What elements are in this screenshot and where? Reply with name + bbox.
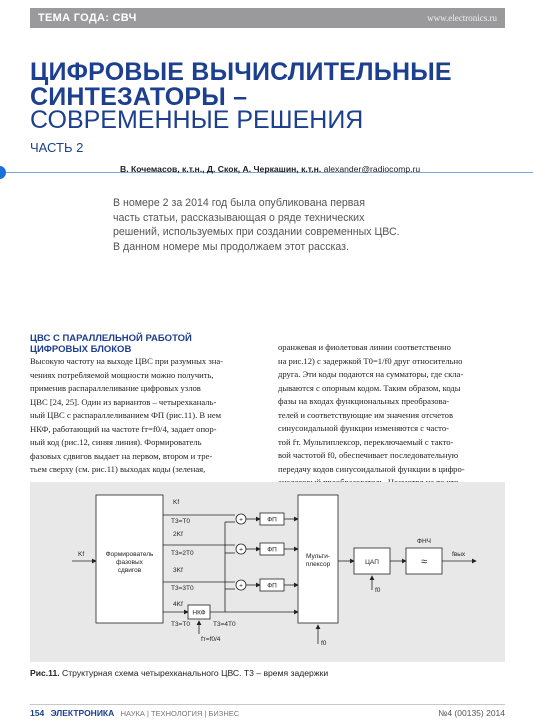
body-line: синусоидальной функции изменяются с часто- [278, 423, 449, 433]
abstract-line: часть статьи, рассказывающая о ряде технических [113, 211, 365, 224]
adder-3 [236, 580, 246, 590]
fp-block-3 [260, 579, 284, 591]
adder-sign: + [239, 516, 243, 524]
body-line: Высокую частоту на выходе ЦВС при разумных зна- [30, 356, 224, 366]
abstract-line: решений, используемых при создании современных ЦВС. [113, 226, 400, 238]
section-heading-line: ЦИФРОВЫХ БЛОКОВ [30, 344, 132, 355]
ch-delay: T3=2T0 [171, 550, 194, 557]
adder-1 [236, 514, 246, 524]
header-theme: ТЕМА ГОДА: СВЧ [38, 12, 137, 24]
adder-sign: + [239, 582, 243, 590]
body-line: ный ЦВС с распараллеливанием ФП (рис.11). В нем [30, 410, 222, 420]
authors-email[interactable]: alexander@radiocomp.ru [323, 164, 421, 174]
figure-caption [30, 668, 328, 678]
body-line: той fт. Мультиплексор, переключаемый с такто- [278, 436, 454, 447]
ch-label: 2Kf [173, 531, 183, 538]
fp-label: ФП [267, 582, 277, 590]
ft-clock-label: fт=f0/4 [201, 636, 221, 643]
output-label: fвых [452, 551, 466, 558]
body-line: применив распараллеливание цифровых узлов [30, 383, 201, 393]
body-column-left [30, 355, 264, 477]
abstract-line: В номере 2 за 2014 год была опубликована первая [113, 197, 365, 209]
body-line: оранжевая и фиолетовая линии соответственно [278, 342, 451, 352]
lpf-symbol-icon: ≈ [420, 556, 428, 568]
article-title-line1: ЦИФРОВЫЕ ВЫЧИСЛИТЕЛЬНЫЕ [30, 58, 452, 86]
mux-label: Мульти- [305, 553, 331, 560]
mux-clock-label: f0 [321, 640, 327, 647]
divider-dot-icon [0, 166, 6, 179]
page-footer [30, 708, 505, 718]
nkf-label: НКФ [192, 609, 206, 617]
body-column-right [278, 341, 506, 490]
fp-label: ФП [267, 546, 277, 554]
fp-block-1 [260, 513, 284, 525]
ch-label: 4Kf [173, 601, 183, 608]
body-line: друга. Эти коды подаются на сумматоры, где скла- [278, 369, 464, 379]
body-line: дываются с опорным кодом. Таким образом, коды [278, 382, 461, 393]
lpf-label: ФНЧ [417, 538, 431, 545]
mux-label: плексор [305, 561, 331, 568]
ch-label: Kf [173, 499, 180, 506]
magazine-sections: НАУКА | ТЕХНОЛОГИЯ | БИЗНЕС [120, 709, 240, 718]
abstract [113, 196, 473, 254]
body-line: НКФ, работающий на частоте fт=f0/4, задает опор- [30, 423, 217, 434]
adder-sign: + [239, 546, 243, 554]
block-diagram [30, 482, 505, 662]
block-diagram-figure [30, 482, 505, 662]
body-line: чениях потребляемой мощности можно получить, [30, 369, 214, 380]
article-subtitle: СОВРЕМЕННЫЕ РЕШЕНИЯ [30, 106, 364, 134]
body-line: ЦВС [24, 25]. Один из вариантов – четырехканаль- [30, 396, 217, 407]
former-label: Формирователь [105, 551, 154, 558]
body-line: вой частотой f0, обеспечивает последовательную [278, 450, 459, 460]
issue-number: №4 (00135) 2014 [438, 708, 505, 718]
dac-clock-label: f0 [375, 587, 381, 594]
ch-delay: T3=T0 [171, 518, 190, 525]
body-line: на рис.12) с задержкой T0=1/f0 друг относительно [278, 355, 463, 366]
body-line: фазовых сдвигов выдает на первом, втором и тре- [30, 450, 213, 461]
footer-divider [30, 704, 505, 705]
caption-text: Структурная схема четырехканального ЦВС. T3 – время задержки [59, 668, 329, 678]
ch-label: 3Kf [173, 567, 183, 574]
fp-label: ФП [267, 516, 277, 524]
section-heading-line: ЦВС С ПАРАЛЛЕЛЬНОЙ РАБОТОЙ [30, 333, 192, 344]
body-line: ный код (рис.12, синяя линия). Формирователь [30, 437, 202, 447]
dac-label: ЦАП [365, 559, 379, 566]
input-label: Kf [78, 551, 85, 558]
article-part: ЧАСТЬ 2 [30, 140, 84, 155]
abstract-line: В данном номере мы продолжаем этот рассказ. [113, 240, 349, 253]
article-title-line2: СИНТЕЗАТОРЫ – [30, 83, 248, 111]
nkf-delay: T3=4T0 [213, 621, 236, 628]
magazine-name: ЭЛЕКТРОНИКА [50, 708, 115, 718]
header-bar [30, 8, 505, 28]
article-title [30, 60, 500, 110]
body-line: тьем сверху (см. рис.11) выходах коды (зеленая, [30, 464, 206, 474]
authors [120, 164, 420, 174]
header-site[interactable]: www.electronics.ru [427, 13, 497, 23]
ch-delay: T3=T0 [171, 621, 190, 628]
page-number: 154 [30, 708, 45, 718]
body-line: передачу кодов синусоидальной функции в цифро- [278, 463, 465, 474]
body-line: телей и соответствующие им значения отсчетов [278, 409, 454, 420]
authors-names: В. Кочемасов, к.т.н., Д. Скок, А. Черкашин, к.т.н. [120, 164, 322, 174]
section-heading [30, 333, 255, 355]
adder-2 [236, 544, 246, 554]
body-line: фазы на входах функциональных преобразова- [278, 396, 450, 406]
fp-block-2 [260, 543, 284, 555]
former-label: сдвигов [117, 567, 142, 574]
former-label: фазовых [116, 559, 143, 566]
caption-number: Рис.11. [30, 668, 60, 678]
ch-delay: T3=3T0 [171, 585, 194, 592]
